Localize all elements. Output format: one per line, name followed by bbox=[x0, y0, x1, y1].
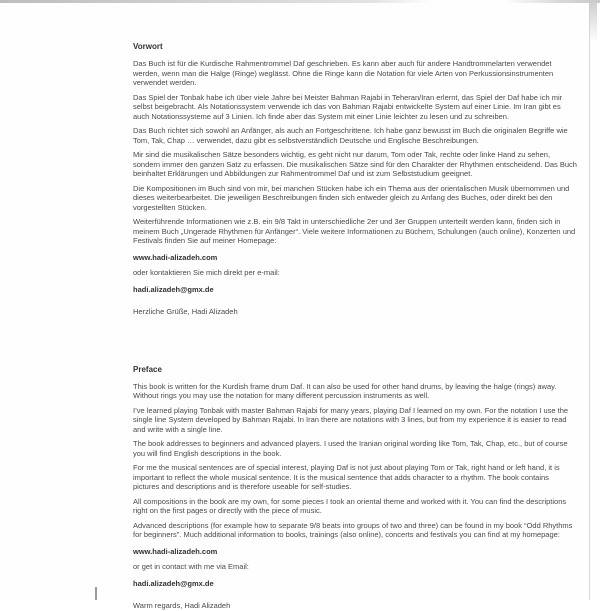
scan-edge-right bbox=[589, 0, 590, 600]
german-contact-line: oder kontaktieren Sie mich direkt per e-mail: bbox=[133, 268, 280, 277]
paragraph: Advanced descriptions (for example how to separate 9/8 beats into groups of two and three) can be found in my book “Odd Rhythms for beginners”. Much additional information to books, trainings (also online), concerts and festivals you can find at my homepage: bbox=[133, 520, 573, 539]
german-email-link[interactable]: hadi.alizadeh@gmx.de bbox=[133, 284, 214, 294]
paragraph: The book addresses to beginners and advanced players. I used the Iranian original wording like Tom, Tak, Chap, etc., but of course you will find English descriptions in the book. bbox=[133, 439, 568, 458]
paragraph: Das Buch richtet sich sowohl an Anfänger, als auch an Fortgeschrittene. Ich habe ganz bewusst im Buch die originalen Begriffe wie Tom, Tak, Chap … verwendet, dazu gibt es selbstverständlich Deutsche und Englische Beschreibungen. bbox=[133, 126, 568, 145]
paragraph: Die Kompositionen im Buch sind von mir, bei manchen Stücken habe ich ein Thema aus der orientalischen Musik übernommen und dieses weiterbearbeitet. Die jeweiligen Beschreibungen finden sich entweder gleich zu Anfang des Buches, oder direkt bei den vorgestellten Stücken. bbox=[133, 183, 570, 212]
english-contact-line: or get in contact with me via Email: bbox=[133, 562, 249, 571]
english-section bbox=[133, 365, 577, 611]
paragraph: This book is written for the Kurdish frame drum Daf. It can also be used for other hand drums, by leaving the halge (rings) away. Without rings you may use the notation for many different percussion instruments as well. bbox=[133, 381, 557, 400]
german-closing: Herzliche Grüße, Hadi Alizadeh bbox=[133, 307, 238, 316]
english-closing: Warm regards, Hadi Alizadeh bbox=[133, 601, 231, 610]
english-heading: Preface bbox=[133, 364, 162, 374]
paragraph: Mir sind die musikalischen Sätze besonders wichtig, es geht nicht nur darum, Tom oder Tak, rechte oder linke Hand zu sehen, sondern immer den ganzen Satz zu erfassen. Die musikalischen Sätze sind für den Charakter der Rhythmen entscheidend. Das Buch beinhaltet Erklärungen und Abbildungen zur Rahmentrommel Daf und ist zum Selbststudium geeignet. bbox=[133, 150, 577, 178]
paragraph: I’ve learned playing Tonbak with master Bahman Rajabi for many years, playing Daf I learned on my own. For the notation I use the single line System developed by Bahman Rajabi. In Iran there are notations with 3 lines, but from my experience it is easier to read and write with a single line. bbox=[133, 405, 569, 434]
english-paragraphs bbox=[133, 382, 577, 540]
german-website-link[interactable]: www.hadi-alizadeh.com bbox=[133, 252, 218, 262]
english-website-link[interactable]: www.hadi-alizadeh.com bbox=[133, 546, 218, 556]
paragraph: Das Spiel der Tonbak habe ich über viele Jahre bei Meister Bahman Rajabi in Teheran/Iran erlernt, das Spiel der Daf habe ich mir selbst beigebracht. Als Notationssystem verwende ich das von Bahman Rajabi entwickelte System auf einer Linie. Im Iran gibt es auch Notationssysteme auf 3 Linien. Ich finde aber das System mit einer Linie leichter zu lesen und zu schreiben. bbox=[133, 92, 563, 121]
scan-mark-bottom-left bbox=[95, 587, 97, 600]
paragraph: Weiterführende Informationen wie z.B. ein 9/8 Takt in unterschiedliche 2er und 3er Gruppen unterteilt werden kann, finden sich in meinem Buch „Ungerade Rhythmen für Anfänger“. Viele weitere Informationen zu Büchern, Schulungen (auch online), Konzerten und Festivals finden Sie auf meiner Homepage: bbox=[133, 217, 576, 245]
paragraph: For me the musical sentences are of special interest, playing Daf is not just about playing Tom or Tak, right hand or left hand, it is important to reflect the whole musical sentence. It is the musical sentence that adds character to a rhythm. The book contains pictures and descriptions and is therefore useable for self-studies. bbox=[133, 463, 560, 491]
german-heading: Vorwort bbox=[133, 42, 163, 51]
english-email-link[interactable]: hadi.alizadeh@gmx.de bbox=[133, 578, 214, 588]
scan-edge-top bbox=[0, 0, 600, 3]
german-section bbox=[133, 42, 577, 317]
german-paragraphs bbox=[133, 59, 577, 246]
paragraph: Das Buch ist für die Kurdische Rahmentrommel Daf geschrieben. Es kann aber auch für andere Handtrommelarten verwendet werden, wenn man die Halge (Ringe) weglässt. Ohne die Ringe kann die Notation für viele Arten von Perkussionsinstrumenten verwendet werden. bbox=[133, 59, 554, 87]
scan-edge-right-corner bbox=[589, 0, 597, 42]
page-content bbox=[133, 42, 577, 611]
paragraph: All compositions in the book are my own, for some pieces I took an oriental theme and worked with it. You can find the descriptions right on the first pages or directly with the piece of music. bbox=[133, 496, 567, 515]
